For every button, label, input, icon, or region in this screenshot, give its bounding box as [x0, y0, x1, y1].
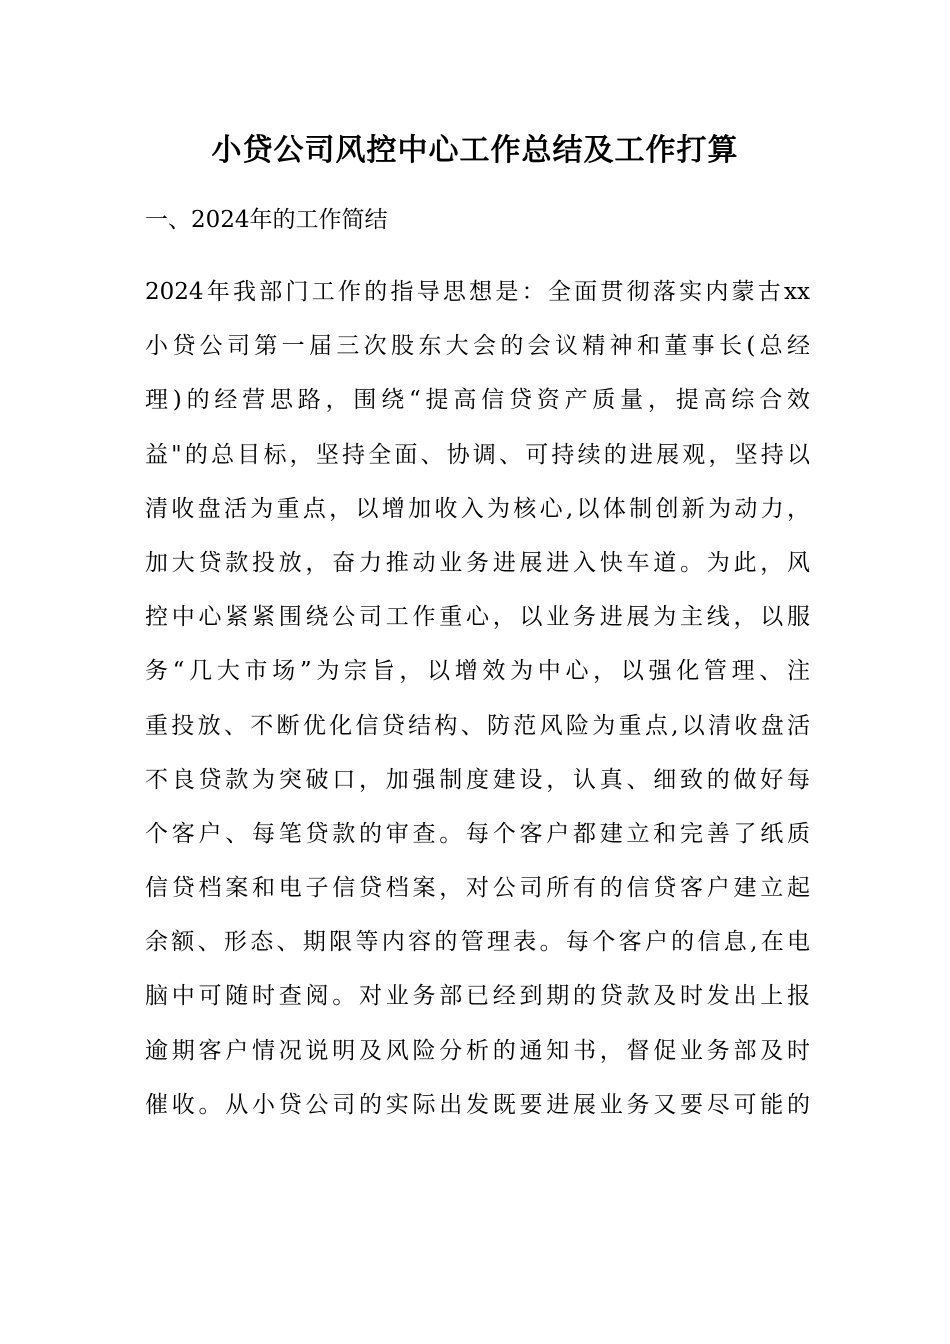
paragraph-line: 个客户、每笔贷款的审查。每个客户都建立和完善了纸质 [145, 820, 810, 847]
paragraph-line: 脑中可随时查阅。对业务部已经到期的贷款及时发出上报 [145, 983, 810, 1010]
paragraph-line: 不良贷款为突破口，加强制度建设，认真、细致的做好每 [145, 766, 810, 793]
paragraph-line: 逾期客户情况说明及风险分析的通知书，督促业务部及时 [145, 1037, 810, 1064]
paragraph-line: 小贷公司第一届三次股东大会的会议精神和董事长(总经 [145, 333, 810, 360]
paragraph [145, 272, 810, 1139]
paragraph-line: 理)的经营思路，围绕“提高信贷资产质量，提高综合效 [145, 387, 810, 414]
paragraph-line: 加大贷款投放，奋力推动业务进展进入快车道。为此，风 [145, 549, 810, 576]
paragraph-line: 2024年我部门工作的指导思想是：全面贯彻落实内蒙古xx [145, 279, 810, 305]
paragraph-line: 信贷档案和电子信贷档案，对公司所有的信贷客户建立起 [145, 875, 810, 902]
paragraph-line: 重投放、不断优化信贷结构、防范风险为重点,以清收盘活 [145, 712, 810, 739]
paragraph-line: 催收。从小贷公司的实际出发既要进展业务又要尽可能的 [145, 1091, 810, 1118]
document-title: 小贷公司风控中心工作总结及工作打算 [211, 133, 739, 168]
paragraph-line: 益"的总目标，坚持全面、协调、可持续的进展观，坚持以 [145, 441, 810, 468]
section-heading: 一、2024年的工作简结 [145, 207, 388, 233]
paragraph-line: 务“几大市场”为宗旨，以增效为中心，以强化管理、注 [145, 658, 810, 685]
paragraph-line: 余额、形态、期限等内容的管理表。每个客户的信息,在电 [145, 929, 810, 956]
paragraph-line: 清收盘活为重点，以增加收入为核心,以体制创新为动力， [145, 495, 810, 522]
paragraph-line: 控中心紧紧围绕公司工作重心，以业务进展为主线，以服 [145, 604, 810, 631]
